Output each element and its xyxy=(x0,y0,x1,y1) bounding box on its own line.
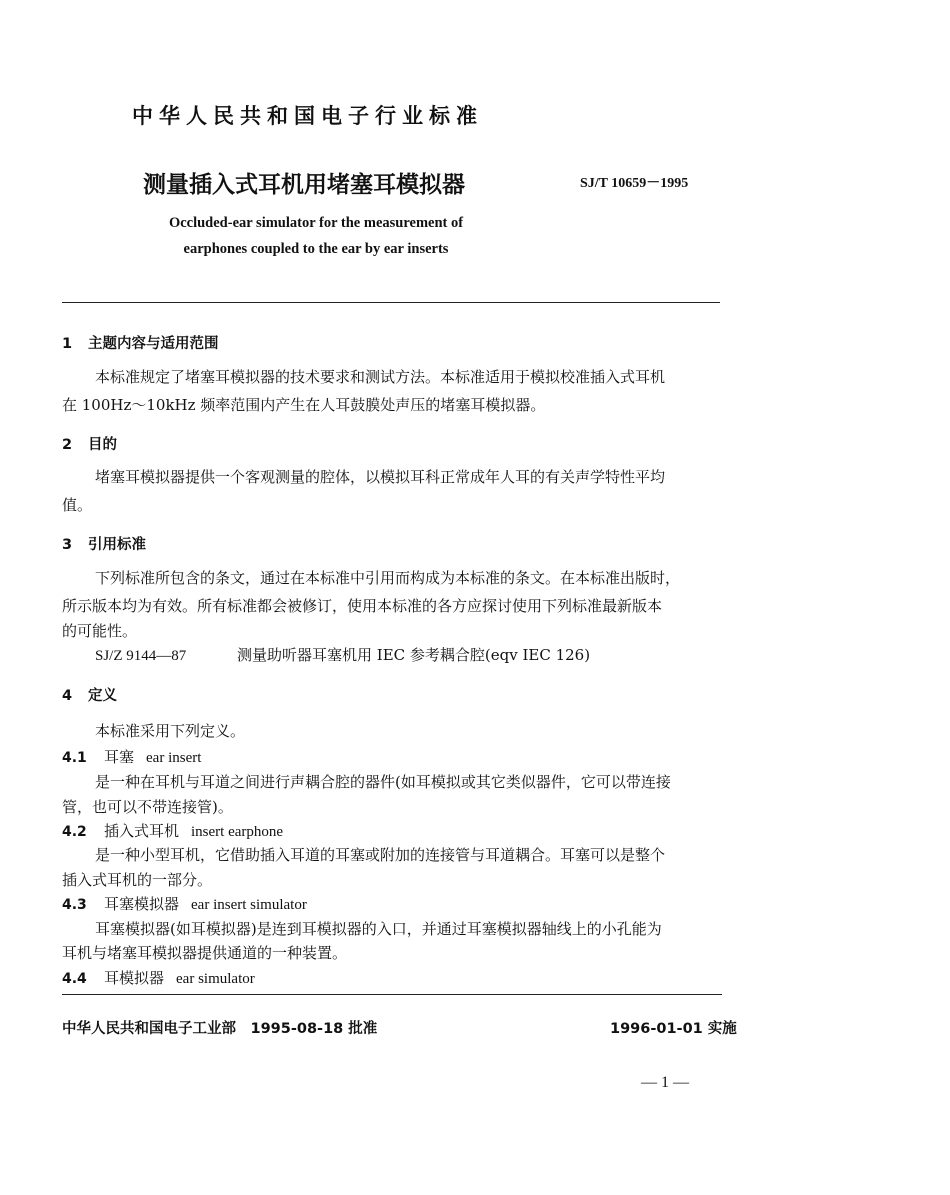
section-1-para-line1: 本标准规定了堵塞耳模拟器的技术要求和测试方法。本标准适用于模拟校准插入式耳机 xyxy=(95,368,666,386)
section-1-heading xyxy=(62,332,219,353)
term-en: insert earphone xyxy=(191,824,284,840)
section-2-para-line1: 堵塞耳模拟器提供一个客观测量的腔体，以模拟耳科正常成年人耳的有关声学特性平均 xyxy=(95,468,666,486)
term-4-3 xyxy=(62,893,307,914)
section-number: 3 xyxy=(62,537,73,553)
term-4-3-def-line1: 耳塞模拟器(如耳模拟器)是连到耳模拟器的入口，并通过耳塞模拟器轴线上的小孔能为 xyxy=(95,920,662,938)
footer-divider xyxy=(62,994,722,995)
effective-date: 1996-01-01 实施 xyxy=(610,1021,737,1037)
section-3-para-line1: 下列标准所包含的条文，通过在本标准中引用而构成为本标准的条文。在本标准出版时， xyxy=(95,569,681,587)
term-number: 4.3 xyxy=(62,897,87,913)
term-4-2-def-line2: 插入式耳机的一部分。 xyxy=(62,871,213,889)
term-number: 4.4 xyxy=(62,971,87,987)
section-title: 主题内容与适用范围 xyxy=(88,336,219,352)
section-3-para-line2: 所示版本均为有效。所有标准都会被修订，使用本标准的各方应探讨使用下列标准最新版本 xyxy=(62,597,663,615)
section-title: 定义 xyxy=(88,688,117,704)
term-4-1 xyxy=(62,746,201,767)
section-3-para-line3: 的可能性。 xyxy=(62,622,138,640)
header-divider xyxy=(62,302,720,303)
standard-title-en-line1: Occluded-ear simulator for the measurement of xyxy=(168,215,464,231)
issuing-authority-header: 中华人民共和国电子行业标准 xyxy=(132,103,483,128)
section-2-heading xyxy=(62,433,117,454)
approval-info: 中华人民共和国电子工业部 1995-08-18 批准 xyxy=(62,1021,378,1037)
term-4-2 xyxy=(62,820,283,841)
section-2-para-line2: 值。 xyxy=(62,496,93,514)
section-title: 目的 xyxy=(88,437,117,453)
term-en: ear insert xyxy=(146,750,202,766)
term-zh: 耳塞模拟器 xyxy=(104,895,180,913)
section-number: 4 xyxy=(62,688,73,704)
referenced-standard xyxy=(95,644,590,665)
referenced-standard-title: 测量助听器耳塞机用 IEC 参考耦合腔(eqv IEC 126) xyxy=(237,646,591,664)
section-title: 引用标准 xyxy=(88,537,146,553)
standard-number: SJ/T 10659－1995 xyxy=(580,176,689,191)
section-3-heading xyxy=(62,533,146,554)
term-zh: 耳塞 xyxy=(104,748,135,766)
term-zh: 耳模拟器 xyxy=(104,969,165,987)
section-1-para-line2: 在 100Hz～10kHz 频率范围内产生在人耳鼓膜处声压的堵塞耳模拟器。 xyxy=(62,396,546,414)
term-4-1-def-line2: 管，也可以不带连接管)。 xyxy=(62,798,233,816)
page-number: — 1 — xyxy=(641,1074,689,1091)
term-4-2-def-line1: 是一种小型耳机，它借助插入耳道的耳塞或附加的连接管与耳道耦合。耳塞可以是整个 xyxy=(95,846,666,864)
term-number: 4.2 xyxy=(62,824,87,840)
standard-title-cn: 测量插入式耳机用堵塞耳模拟器 xyxy=(143,172,465,198)
term-number: 4.1 xyxy=(62,750,87,766)
term-en: ear simulator xyxy=(176,971,255,987)
section-4-intro: 本标准采用下列定义。 xyxy=(95,722,246,740)
term-4-1-def-line1: 是一种在耳机与耳道之间进行声耦合腔的器件(如耳模拟或其它类似器件，它可以带连接 xyxy=(95,773,671,791)
term-4-4 xyxy=(62,967,255,988)
referenced-standard-code: SJ/Z 9144—87 xyxy=(95,648,187,664)
section-number: 1 xyxy=(62,336,73,352)
term-en: ear insert simulator xyxy=(191,897,307,913)
term-zh: 插入式耳机 xyxy=(104,822,180,840)
section-4-heading xyxy=(62,684,117,705)
term-4-3-def-line2: 耳机与堵塞耳模拟器提供通道的一种装置。 xyxy=(62,944,348,962)
section-number: 2 xyxy=(62,437,73,453)
standard-title-en-line2: earphones coupled to the ear by ear inserts xyxy=(183,241,449,257)
